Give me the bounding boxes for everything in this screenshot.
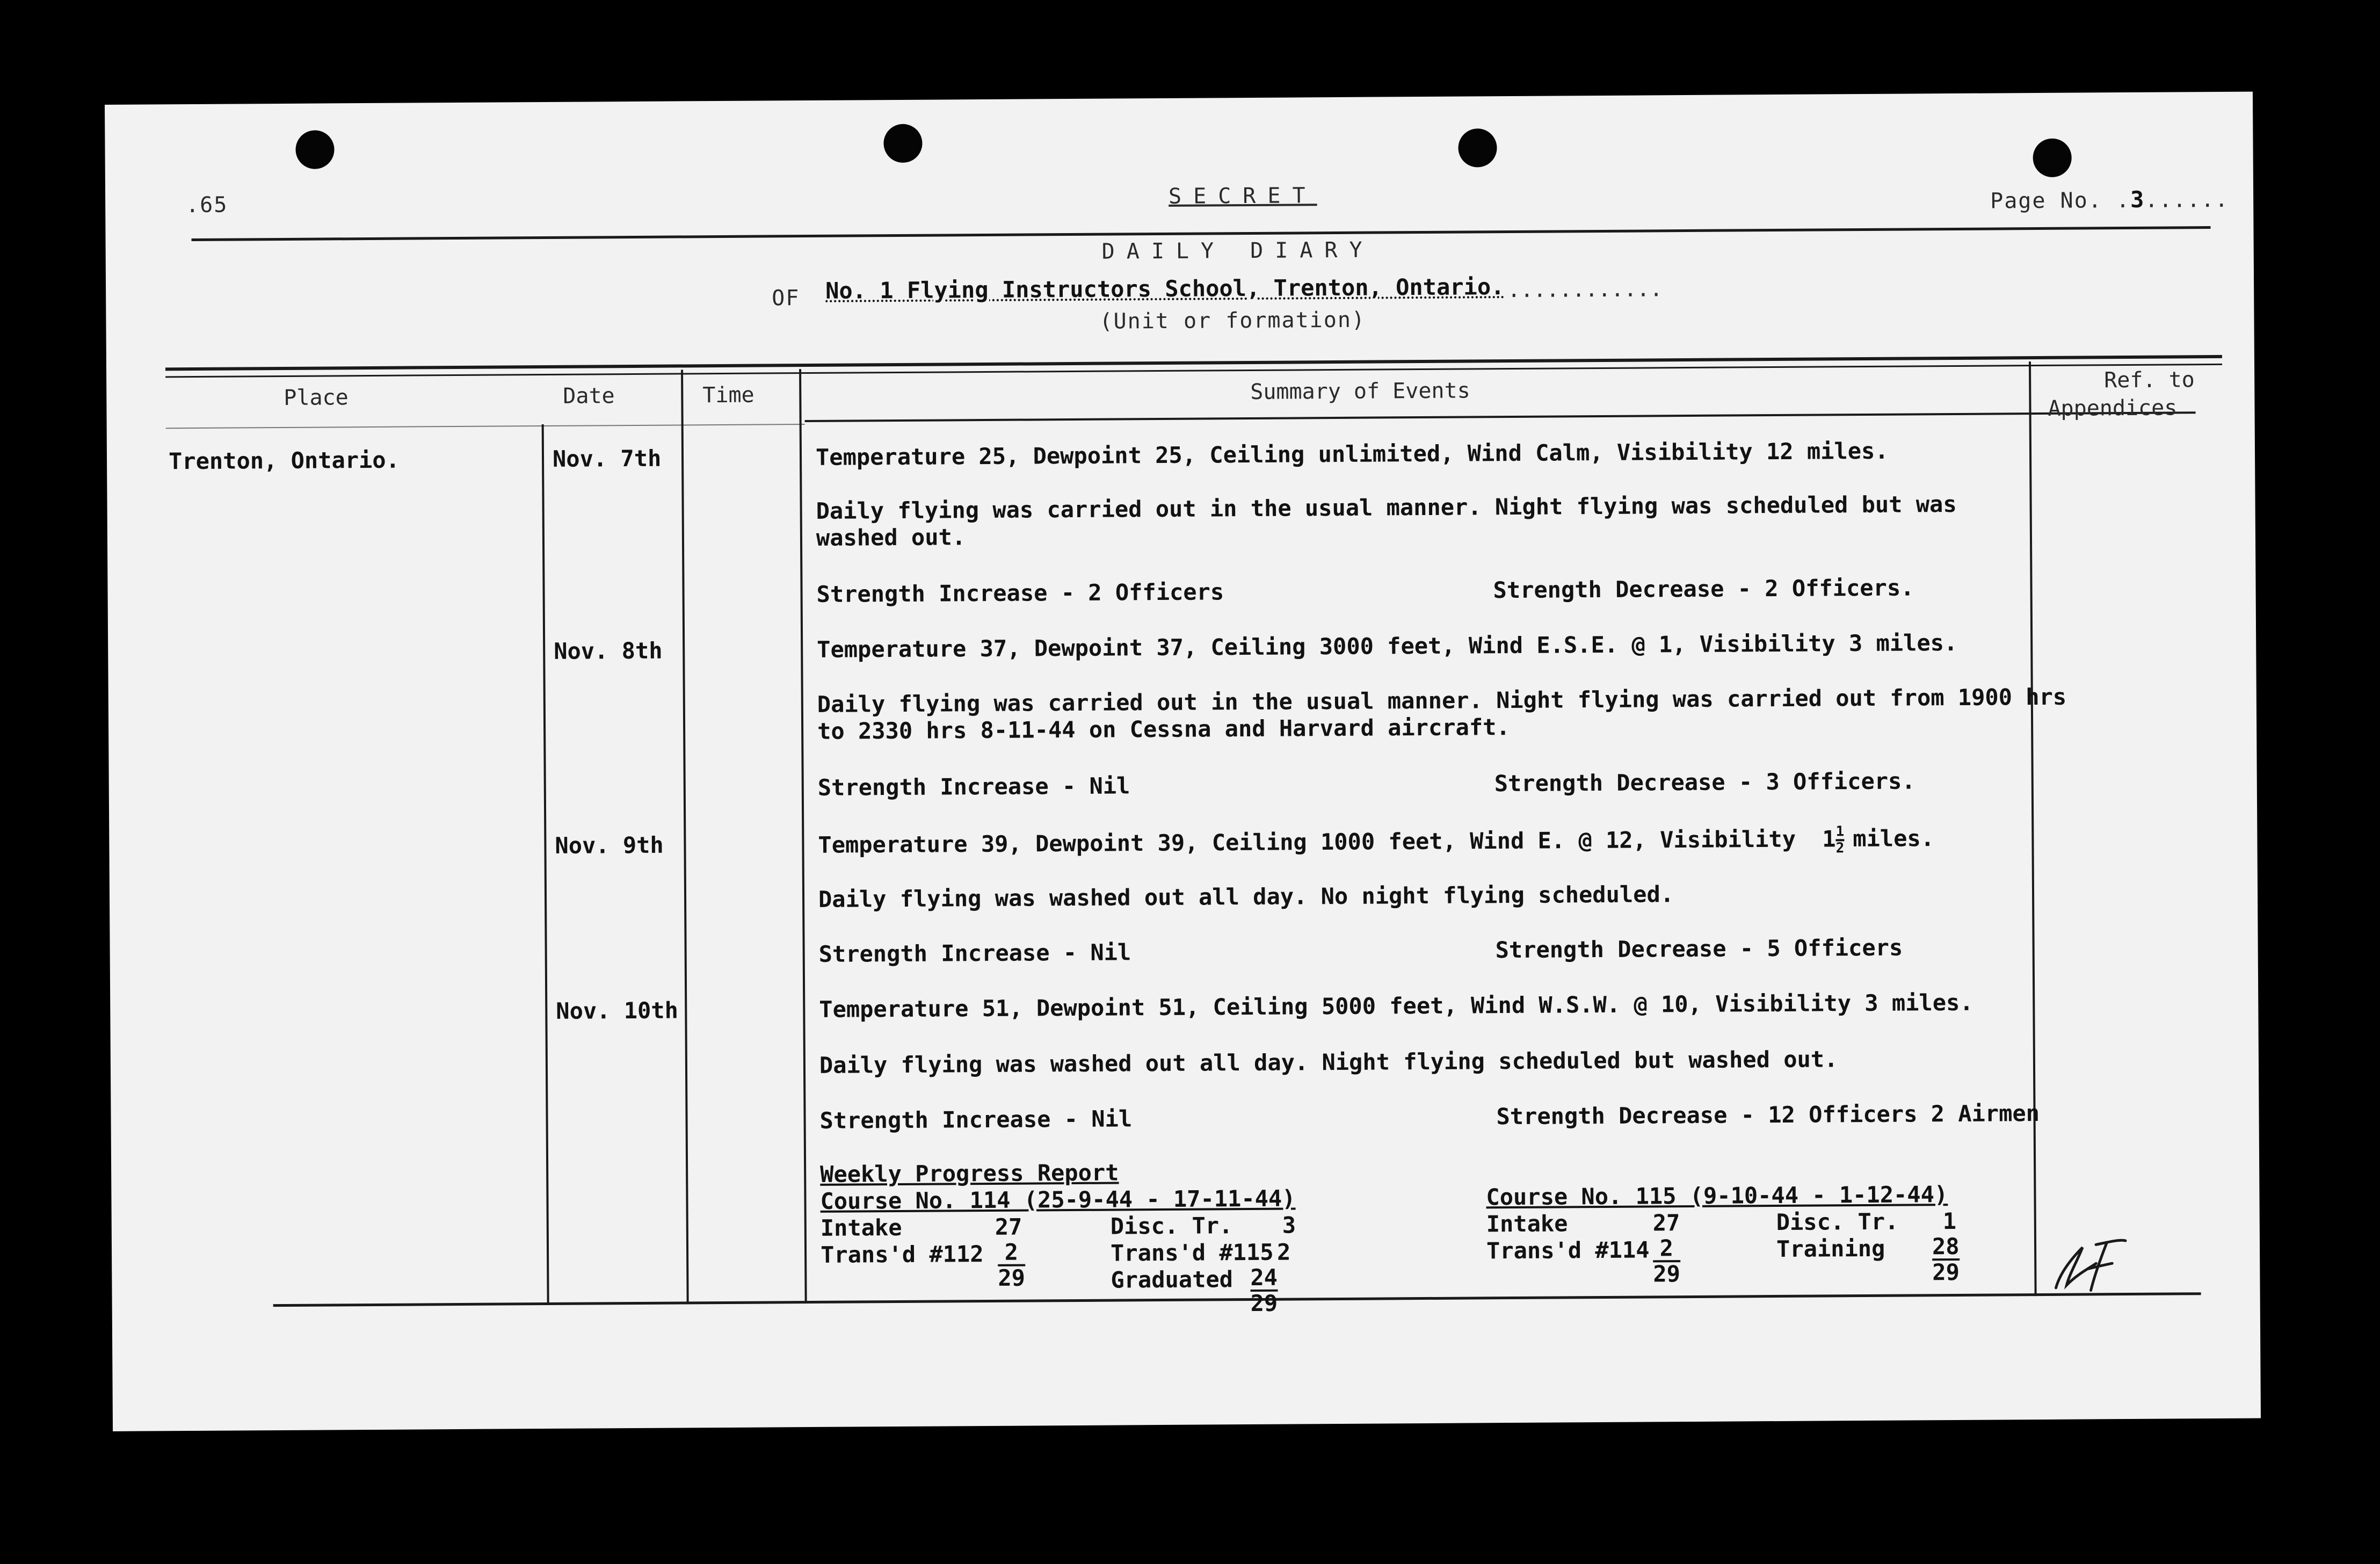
course-114-heading: Course No. 114 (25-9-44 - 17-11-44) (820, 1185, 1296, 1214)
dotted-leader: ............ (1507, 277, 1663, 303)
course-115-training-label: Training (1776, 1235, 1885, 1263)
entry-flying: washed out. (816, 524, 966, 551)
entry-strength-decrease: Strength Decrease - 3 Officers. (1494, 767, 1915, 797)
course-114-disc-label: Disc. Tr. (1110, 1212, 1233, 1240)
handwritten-initials (2045, 1236, 2131, 1296)
classification: SECRET (1168, 183, 1317, 209)
column-head-rule (805, 411, 2196, 422)
punch-hole (883, 124, 922, 163)
time-col-left-divider (681, 370, 689, 1304)
entry-date: Nov. 10th (556, 997, 679, 1024)
page-number-label: Page No. .3...... (1990, 186, 2229, 214)
course-114-grad-label: Graduated (1111, 1266, 1233, 1293)
entry-weather: Temperature 51, Dewpoint 51, Ceiling 5000 feet, Wind W.S.W. @ 10, Visibility 3 miles. (819, 989, 1973, 1023)
visibility-unit: miles. (1853, 825, 1935, 852)
entry-weather-row (818, 824, 1934, 862)
course-114-disc-value: 3 (1282, 1212, 1296, 1239)
visibility-fraction: $\frac{1}{2}$ (1835, 823, 1845, 857)
entry-strength-decrease: Strength Decrease - 2 Officers. (1493, 574, 1914, 604)
col-head-ref-line2: Appendices (2048, 395, 2178, 421)
punch-hole (295, 130, 334, 169)
punch-hole (2033, 139, 2071, 177)
entry-flying: Daily flying was washed out all day. No night flying scheduled. (818, 881, 1674, 913)
punch-hole (1458, 128, 1497, 167)
visibility-whole: 1 (1822, 826, 1836, 852)
entry-flying: to 2330 hrs 8-11-44 on Cessna and Harvard aircraft. (817, 714, 1510, 744)
diary-sheet (105, 92, 2261, 1431)
course-114-transd-label: Trans'd #112 (820, 1241, 984, 1268)
course-115-disc-value: 1 (1942, 1207, 1957, 1235)
entry-strength-increase: Strength Increase - Nil (818, 939, 1131, 967)
col-head-time: Time (702, 382, 754, 408)
form-number: .65 (186, 192, 228, 218)
entry-flying: Daily flying was washed out all day. Night flying scheduled but washed out. (819, 1046, 1838, 1078)
col-head-date: Date (563, 383, 615, 409)
place-cell: Trenton, Ontario. (168, 446, 400, 475)
course-115-transd-label: Trans'd #114 (1486, 1236, 1650, 1264)
entry-date: Nov. 7th (552, 445, 662, 472)
of-label: OF (772, 286, 800, 311)
course-115-heading: Course No. 115 (9-10-44 - 1-12-44) (1486, 1181, 1948, 1211)
entry-weather: Temperature 39, Dewpoint 39, Ceiling 1000 feet, Wind E. @ 12, Visibility (818, 826, 1796, 858)
entry-date: Nov. 8th (554, 637, 663, 664)
unit-caption: (Unit or formation) (1099, 307, 1366, 334)
entry-flying: Daily flying was carried out in the usual manner. Night flying was scheduled but was (816, 490, 1957, 524)
entry-strength-decrease: Strength Decrease - 5 Officers (1495, 934, 1903, 964)
course-114-trans115-value: 2 (1276, 1239, 1291, 1265)
course-115-intake-value: 27 (1652, 1210, 1680, 1236)
entry-flying: Daily flying was carried out in the usual manner. Night flying was carried out from 1900 hrs (817, 683, 2067, 718)
diary-title: DAILY DIARY (1101, 237, 1374, 264)
date-col-divider (542, 424, 549, 1305)
course-114-trans115-label: Trans'd #115 (1110, 1239, 1274, 1266)
course-114-intake-label: Intake (820, 1214, 902, 1241)
course-115-disc-label: Disc. Tr. (1776, 1208, 1899, 1236)
unit-name: No. 1 Flying Instructors School, Trenton, Ontario. (825, 273, 1505, 304)
entry-weather: Temperature 25, Dewpoint 25, Ceiling unlimited, Wind Calm, Visibility 12 miles. (815, 437, 1889, 470)
entry-strength-increase: Strength Increase - Nil (817, 772, 1130, 801)
course-115-intake-label: Intake (1486, 1210, 1568, 1237)
table-bottom-rule (273, 1292, 2201, 1307)
course-114-transd-fraction: $\frac{2}{29}$ (998, 1239, 1026, 1291)
course-114-grad-fraction: $\frac{24}{29}$ (1250, 1264, 1278, 1317)
col-head-ref-line1: Ref. to (2104, 367, 2195, 393)
entry-strength-decrease: Strength Decrease - 12 Officers 2 Airmen (1496, 1100, 2040, 1130)
ref-col-divider (2029, 361, 2037, 1296)
entry-strength-increase: Strength Increase - 2 Officers (816, 578, 1224, 607)
col-head-summary: Summary of Events (1250, 378, 1470, 404)
entry-strength-increase: Strength Increase - Nil (819, 1105, 1133, 1134)
course-115-transd-fraction: $\frac{2}{29}$ (1653, 1235, 1681, 1287)
entry-date: Nov. 9th (555, 831, 664, 859)
entry-weather: Temperature 37, Dewpoint 37, Ceiling 3000 feet, Wind E.S.E. @ 1, Visibility 3 miles. (817, 629, 1958, 663)
page-label: Page No. (1990, 188, 2102, 214)
course-115-training-fraction: $\frac{28}{29}$ (1932, 1233, 1960, 1286)
page-number: 3 (2130, 186, 2145, 213)
column-head-rule-left (166, 424, 805, 429)
table-top-rule (165, 355, 2222, 371)
time-col-right-divider (799, 369, 807, 1304)
col-head-place: Place (284, 385, 349, 410)
course-114-intake-value: 27 (995, 1213, 1022, 1240)
col-head-ref (2048, 366, 2195, 423)
weekly-report-title: Weekly Progress Report (820, 1159, 1119, 1188)
